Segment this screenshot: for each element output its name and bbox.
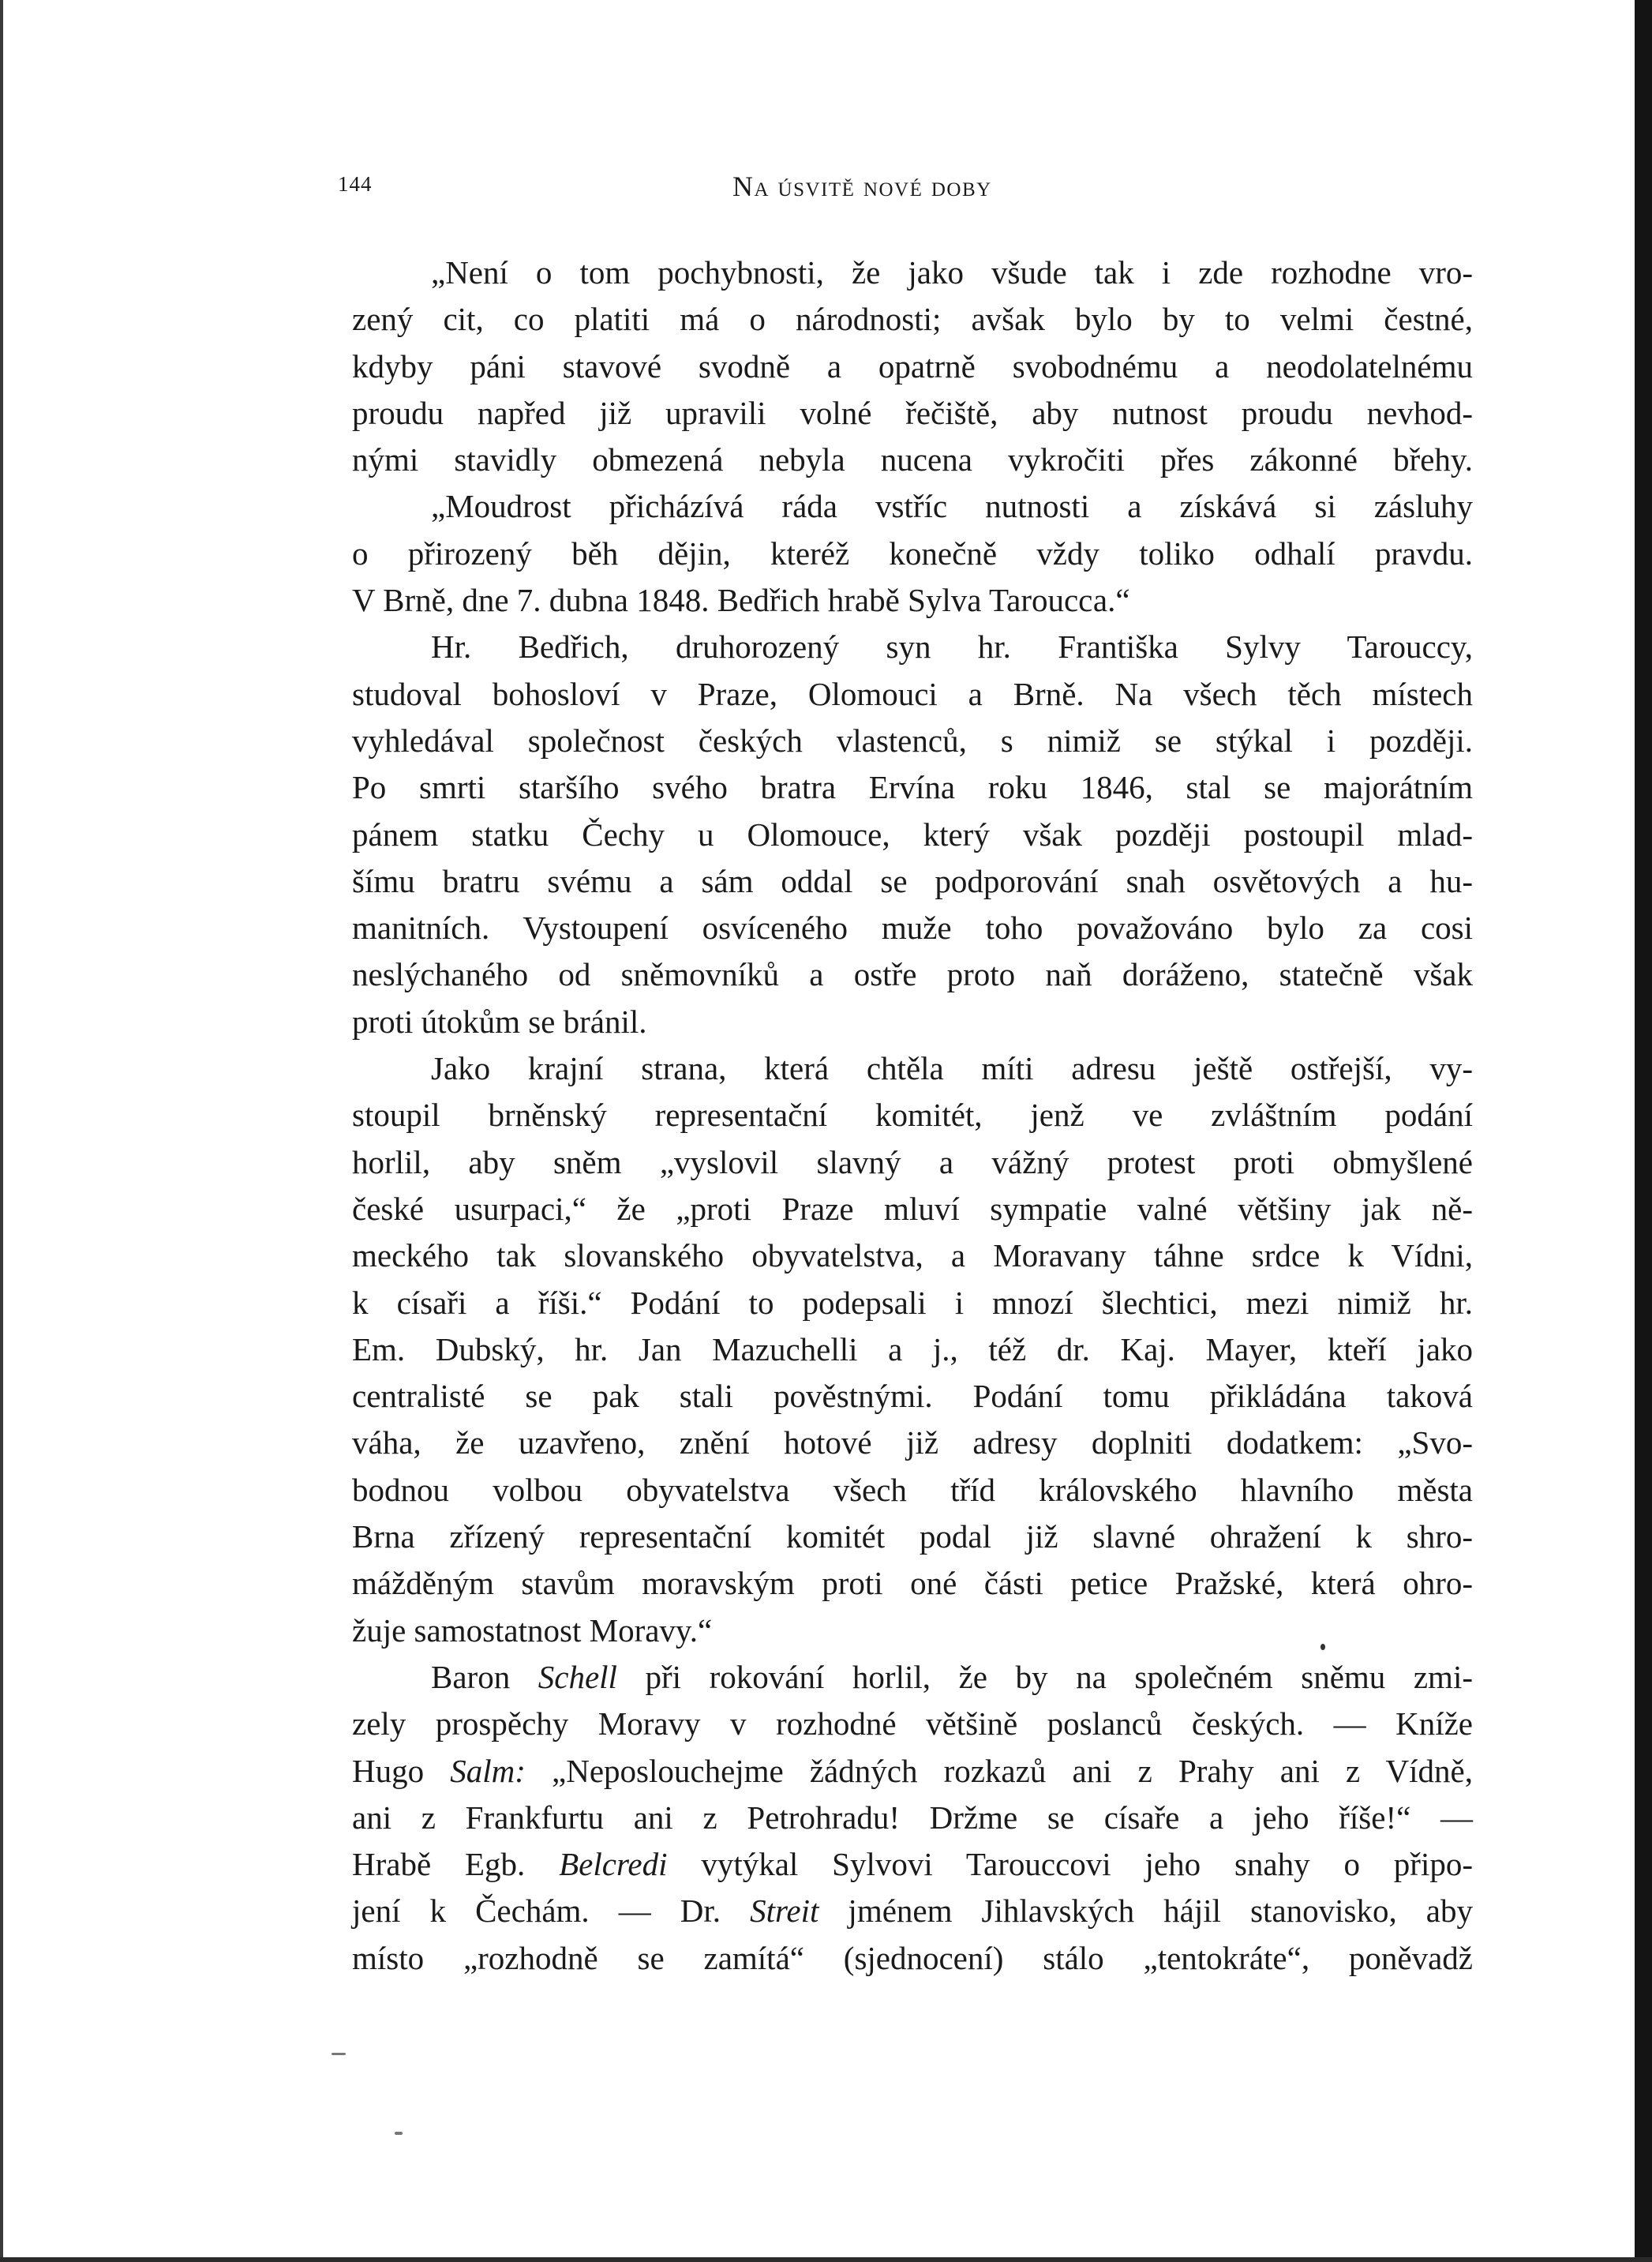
text-line: meckého tak slovanského obyvatelstva, a Moravany táhne srdce k Vídni, [352,1237,1473,1274]
text-line: centralisté se pak stali pověstnými. Podání tomu přikládána taková [352,1378,1473,1415]
text-line: proti útokům se bránil. [352,1003,647,1040]
text-line: žuje samostatnost Moravy.“ [352,1611,713,1649]
page-number: 144 [338,172,373,196]
text-line: Em. Dubský, hr. Jan Mazuchelli a j., též dr. Kaj. Mayer, kteří jako [352,1330,1473,1367]
text-span: vytýkal Sylvovi Tarouccovi jeho snahy o připo- [667,1846,1473,1883]
text-span: „Neposlouchejme žádných rozkazů ani z Prahy ani z Vídně, [525,1752,1474,1789]
text-line: V Brně, dne 7. dubna 1848. Bedřich hrabě Sylva Tarouсса.“ [352,582,1130,619]
text-span: jení k Čechám. — Dr. [352,1893,751,1930]
text-line: kdyby páni stavové svodně a opatrně svobodnému a neodolatelnému [352,347,1473,385]
text-line [352,1888,1473,1934]
text-line: Hr. Bedřich, druhorozený syn hr. Františka Sylvy Tarouccy, [431,628,1473,666]
running-title: Na úsvitě nové doby [732,171,992,202]
text-line: ani z Frankfurtu ani z Petrohradu! Držme se císaře a jeho říše!“ — [352,1799,1473,1836]
text-line: stoupil brněnský representační komitét, jenž ve zvláštním podání [352,1097,1473,1134]
text-span: při rokování horlil, že by na společném sněmu zmi- [616,1658,1473,1695]
text-span: Hugo [352,1752,451,1789]
scan-border-left [0,0,3,2262]
text-line: nými stavidly obmezená nebyla nucena vykročiti přes zákonné břehy. [352,441,1473,478]
text-line: zely prospěchy Moravy v rozhodné většině poslanců českých. — Kníže [352,1705,1473,1742]
person-name: Salm: [450,1752,526,1789]
text-line: Po smrti staršího svého bratra Ervína roku 1846, stal se majorátním [352,769,1473,806]
text-line: české usurpaci,“ že „proti Praze mluví sympatie valné většiny jak ně- [352,1190,1473,1227]
body-text [352,249,1473,1982]
text-span: Hrabě Egb. [352,1846,560,1883]
text-line: manitních. Vystoupení osvíceného muže toho považováno bylo za cosi [352,910,1473,947]
scan-border-right [1635,0,1652,2262]
text-line: bodnou volbou obyvatelstva všech tříd královského hlavního města [352,1471,1473,1508]
text-line: místo „rozhodně se zamítá“ (sjednocení) stálo „tentokráte“, poněvadž [352,1939,1473,1976]
text-span: jménem Jihlavských hájil stanovisko, aby [819,1893,1473,1930]
text-line: váha, že uzavřeno, znění hotové již adresy doplniti dodatkem: „Svo- [352,1424,1473,1461]
scan-speck [395,2132,403,2135]
text-line [352,1748,1473,1795]
person-name: Belcredi [559,1846,668,1883]
scan-speck [332,2053,346,2055]
text-line: Jako krajní strana, která chtěla míti adresu ještě ostřejší, vy- [431,1050,1473,1087]
text-line: šímu bratru svému a sám oddal se podporování snah osvětových a hu- [352,862,1473,899]
text-line: Brna zřízený representační komitét podal již slavné ohražení k shro- [352,1518,1473,1555]
scan-border-bottom [0,2257,1652,2262]
text-line: o přirozený běh dějin, kteréž konečně vždy toliko odhalí pravdu. [352,535,1473,572]
scan-speck [1320,1644,1325,1650]
person-name: Schell [538,1658,617,1695]
text-line: mážděným stavům moravským proti oné části petice Pražské, která ohro- [352,1565,1473,1602]
text-line: pánem statku Čechy u Olomouce, který však později postoupil mlad- [352,816,1473,853]
text-line: studoval bohosloví v Praze, Olomouci a Brně. Na všech těch místech [352,675,1473,712]
text-line: proudu napřed již upravili volné řečiště, aby nutnost proudu nevhod- [352,394,1473,431]
text-line: „Moudrost přicházívá ráda vstříc nutnosti a získává si zásluhy [431,488,1473,525]
text-span: Baron [431,1658,538,1695]
person-name: Streit [750,1893,819,1930]
text-line: zený cit, co platiti má o národnosti; avšak bylo by to velmi čestné, [352,301,1473,338]
text-line: k císaři a říši.“ Podání to podepsali i mnozí šlechtici, mezi nimiž hr. [352,1284,1473,1321]
text-line: horlil, aby sněm „vyslovil slavný a vážný protest proti obmyšlené [352,1143,1473,1180]
text-line: „Není o tom pochybnosti, že jako všude tak i zde rozhodne vro- [431,254,1473,291]
text-line [352,1654,1473,1701]
text-line: vyhledával společnost českých vlastenců, s nimiž se stýkal i později. [352,722,1473,759]
text-line [352,1841,1473,1888]
text-line: neslýchaného od sněmovníků a ostře proto naň doráženo, statečně však [352,956,1473,993]
